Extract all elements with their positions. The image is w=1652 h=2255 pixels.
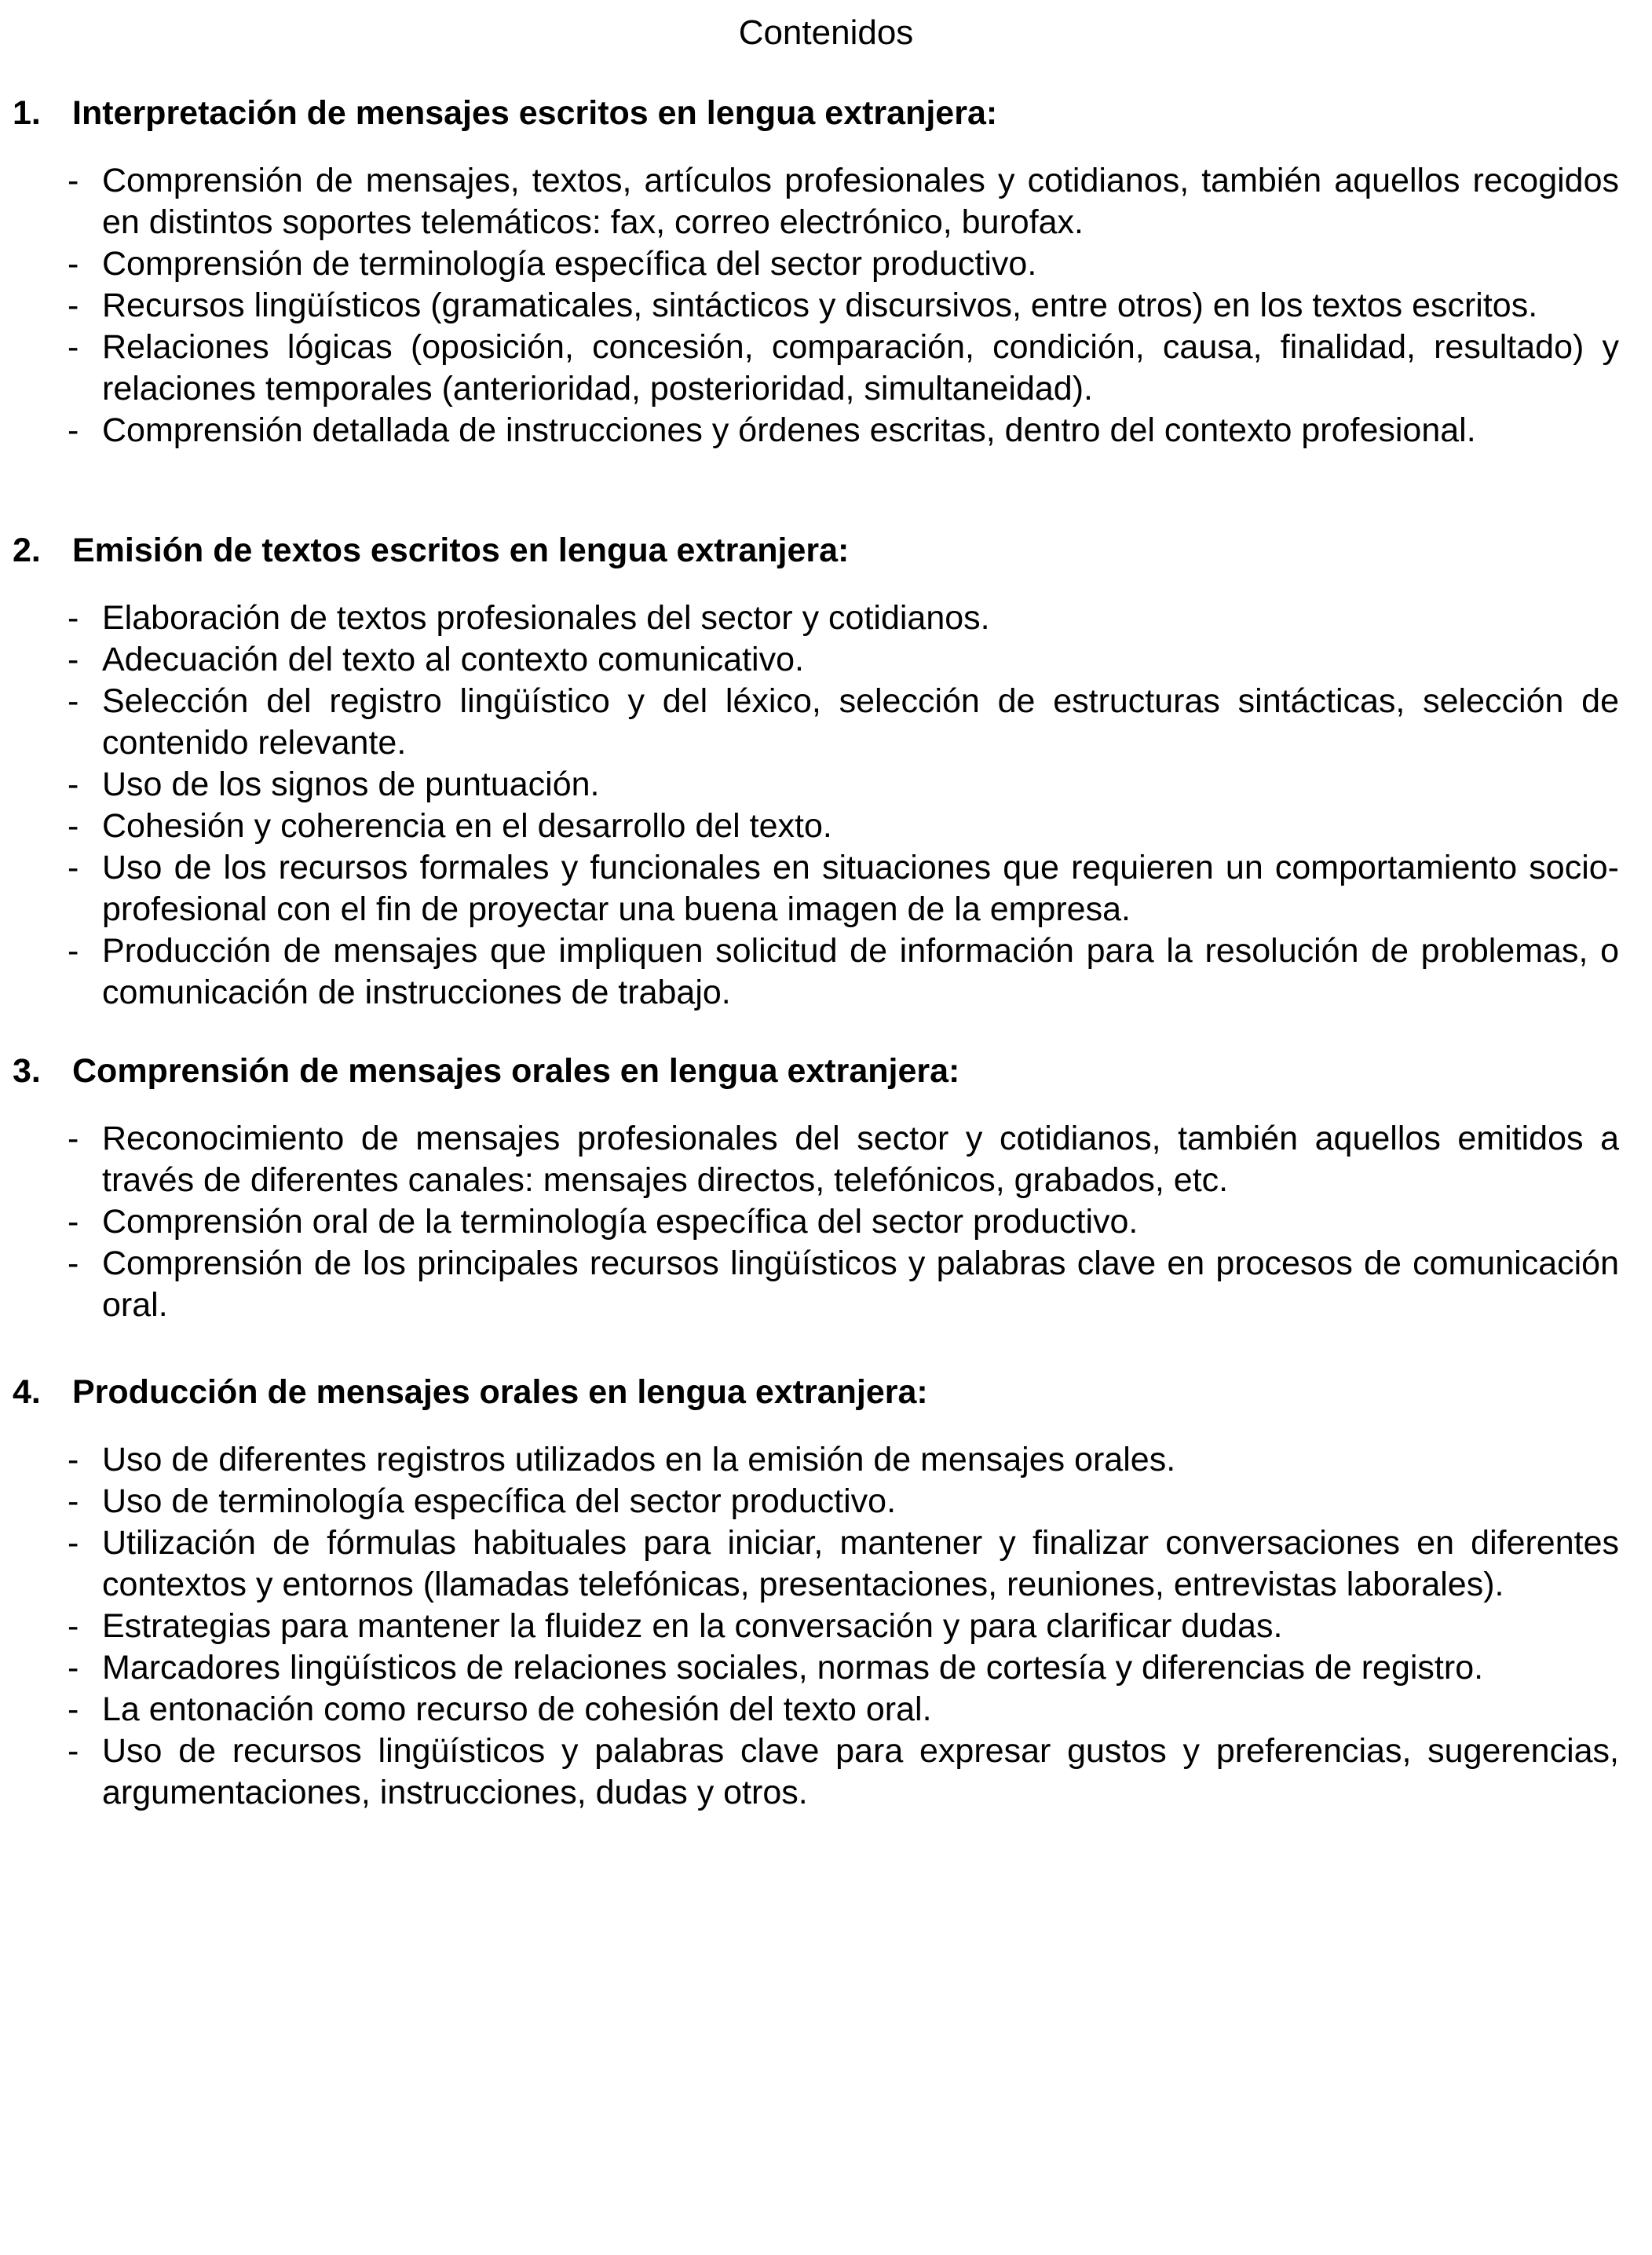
list-item-text: Comprensión detallada de instrucciones y órdenes escritas, dentro del contexto profesional. <box>102 411 1476 449</box>
list-item-text: Producción de mensajes que impliquen solicitud de información para la resolución de problemas, o comunicación de instrucciones de trabajo. <box>102 932 1619 1011</box>
list-item-text: Comprensión de mensajes, textos, artículos profesionales y cotidianos, también aquellos recogidos en distintos soportes telemáticos: fax, correo electrónico, burofax. <box>102 162 1619 241</box>
list-item: - Uso de recursos lingüísticos y palabras clave para expresar gustos y preferencias, sugerencias, argumentaciones, instrucciones, dudas y otros. <box>68 1732 1619 1811</box>
list-item-text: Uso de terminología específica del sector productivo. <box>102 1482 897 1520</box>
section-title: Interpretación de mensajes escritos en lengua extranjera: <box>72 94 998 132</box>
list-item-text: Selección del registro lingüístico y del léxico, selección de estructuras sintácticas, selección de contenido relevante. <box>102 682 1619 762</box>
list-item: - Cohesión y coherencia en el desarrollo del texto. <box>68 807 832 845</box>
list-item: - Comprensión de los principales recursos lingüísticos y palabras clave en procesos de comunicación oral. <box>68 1244 1619 1324</box>
section-heading <box>13 1049 959 1093</box>
list-item: - Reconocimiento de mensajes profesionales del sector y cotidianos, también aquellos emitidos a través de diferentes canales: mensajes directos, telefónicos, grabados, etc. <box>68 1120 1619 1199</box>
list-item-text: Comprensión de terminología específica del sector productivo. <box>102 245 1037 283</box>
section-items <box>68 598 1619 1014</box>
section-heading <box>13 91 997 135</box>
list-item-text: Uso de recursos lingüísticos y palabras clave para expresar gustos y preferencias, sugerencias, argumentaciones, instrucciones, dudas y otros. <box>102 1732 1619 1811</box>
section-items <box>68 1118 1619 1326</box>
section-items <box>68 1439 1619 1814</box>
list-item-text: Elaboración de textos profesionales del sector y cotidianos. <box>102 599 990 637</box>
list-item-text: Cohesión y coherencia en el desarrollo del texto. <box>102 807 832 845</box>
list-item-text: Uso de los recursos formales y funcionales en situaciones que requieren un comportamiento socio-profesional con el fin de proyectar una buena imagen de la empresa. <box>102 849 1619 928</box>
list-item: - Uso de diferentes registros utilizados en la emisión de mensajes orales. <box>68 1441 1176 1478</box>
list-item: - Uso de los signos de puntuación. <box>68 766 600 803</box>
list-item: - Adecuación del texto al contexto comunicativo. <box>68 641 804 678</box>
list-item: - Estrategias para mantener la fluidez en la conversación y para clarificar dudas. <box>68 1607 1283 1645</box>
page-title: Contenidos <box>738 13 914 52</box>
list-item-text: Recursos lingüísticos (gramaticales, sintácticos y discursivos, entre otros) en los textos escritos. <box>102 287 1538 324</box>
list-item: - Elaboración de textos profesionales del sector y cotidianos. <box>68 599 990 637</box>
list-item-text: Reconocimiento de mensajes profesionales del sector y cotidianos, también aquellos emitidos a través de diferentes canales: mensajes directos, telefónicos, grabados, etc. <box>102 1120 1619 1199</box>
section-title: Producción de mensajes orales en lengua extranjera: <box>72 1373 928 1411</box>
list-item-text: La entonación como recurso de cohesión del texto oral. <box>102 1690 932 1728</box>
list-item-text: Uso de diferentes registros utilizados en la emisión de mensajes orales. <box>102 1441 1176 1478</box>
list-item: - La entonación como recurso de cohesión del texto oral. <box>68 1690 932 1728</box>
section-title: Comprensión de mensajes orales en lengua extranjera: <box>72 1052 960 1090</box>
list-item: - Comprensión de mensajes, textos, artículos profesionales y cotidianos, también aquellos recogidos en distintos soportes telemáticos: fax, correo electrónico, burofax. <box>68 162 1619 241</box>
section-heading <box>13 528 849 572</box>
list-item: - Selección del registro lingüístico y del léxico, selección de estructuras sintácticas, selección de contenido relevante. <box>68 682 1619 762</box>
list-item: - Comprensión de terminología específica del sector productivo. <box>68 245 1037 283</box>
list-item: - Relaciones lógicas (oposición, concesión, comparación, condición, causa, finalidad, resultado) y relaciones temporales (anterioridad, posterioridad, simultaneidad). <box>68 328 1619 408</box>
section-number: 2. <box>13 532 41 569</box>
list-item: - Recursos lingüísticos (gramaticales, sintácticos y discursivos, entre otros) en los textos escritos. <box>68 287 1538 324</box>
list-item: - Utilización de fórmulas habituales para iniciar, mantener y finalizar conversaciones en diferentes contextos y entornos (llamadas telefónicas, presentaciones, reuniones, entrevistas laborales). <box>68 1524 1619 1603</box>
list-item: - Producción de mensajes que impliquen solicitud de información para la resolución de problemas, o comunicación de instrucciones de trabajo. <box>68 932 1619 1011</box>
section-number: 1. <box>13 94 41 132</box>
list-item-text: Adecuación del texto al contexto comunicativo. <box>102 641 804 678</box>
section-title: Emisión de textos escritos en lengua extranjera: <box>72 532 850 569</box>
list-item-text: Utilización de fórmulas habituales para iniciar, mantener y finalizar conversaciones en diferentes contextos y entornos (llamadas telefónicas, presentaciones, reuniones, entrevistas laborales). <box>102 1524 1619 1603</box>
list-item-text: Comprensión oral de la terminología específica del sector productivo. <box>102 1203 1138 1241</box>
section-number: 4. <box>13 1373 41 1411</box>
section-heading <box>13 1370 928 1414</box>
list-item: - Comprensión detallada de instrucciones y órdenes escritas, dentro del contexto profesional. <box>68 411 1476 449</box>
list-item-text: Uso de los signos de puntuación. <box>102 766 600 803</box>
section-items <box>68 160 1619 451</box>
section-number: 3. <box>13 1052 41 1090</box>
list-item-text: Comprensión de los principales recursos lingüísticos y palabras clave en procesos de comunicación oral. <box>102 1244 1619 1324</box>
list-item: - Uso de terminología específica del sector productivo. <box>68 1482 897 1520</box>
list-item: - Comprensión oral de la terminología específica del sector productivo. <box>68 1203 1138 1241</box>
list-item-text: Estrategias para mantener la fluidez en la conversación y para clarificar dudas. <box>102 1607 1283 1645</box>
list-item: - Marcadores lingüísticos de relaciones sociales, normas de cortesía y diferencias de registro. <box>68 1649 1484 1687</box>
list-item-text: Relaciones lógicas (oposición, concesión, comparación, condición, causa, finalidad, resultado) y relaciones temporales (anterioridad, posterioridad, simultaneidad). <box>102 328 1619 408</box>
list-item-text: Marcadores lingüísticos de relaciones sociales, normas de cortesía y diferencias de registro. <box>102 1649 1484 1687</box>
list-item: - Uso de los recursos formales y funcionales en situaciones que requieren un comportamiento socio-profesional con el fin de proyectar una buena imagen de la empresa. <box>68 849 1619 928</box>
